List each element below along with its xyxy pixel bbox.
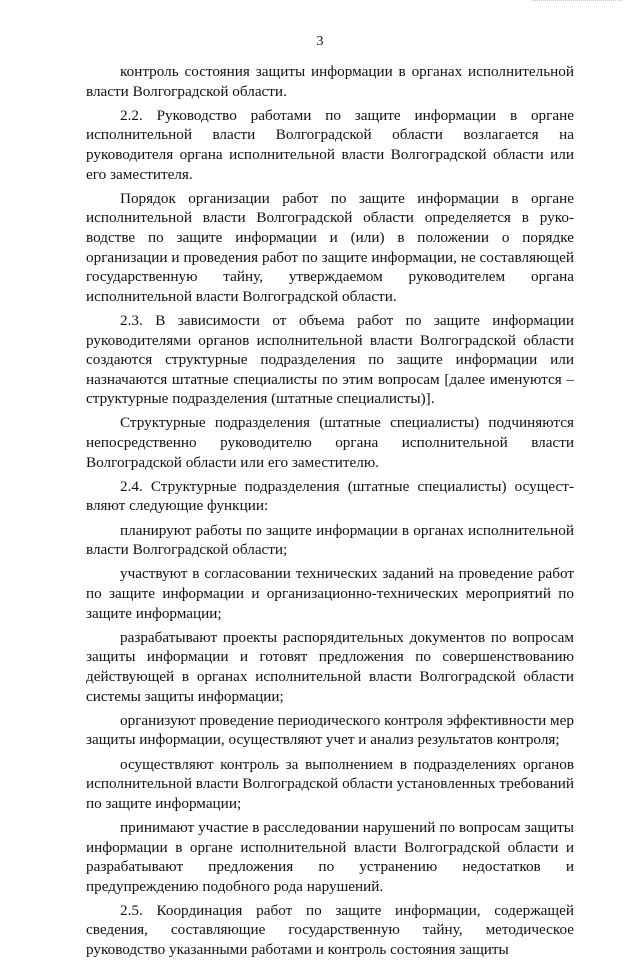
paragraph-2-2: 2.2. Руководство работами по защите информации в органе исполнительной власти Волгоградской области возлагается на руководителя органа исполнительной власти Волгоградской области или его заместителя. bbox=[86, 106, 574, 183]
scan-edge-mark bbox=[532, 0, 622, 4]
function-planning: планируют работы по защите информации в органах исполнительной власти Волгоградской области; bbox=[86, 521, 574, 559]
paragraph-continuation: контроль состояния защиты информации в органах исполнительной власти Волгоградской области. bbox=[86, 63, 574, 100]
document-body bbox=[86, 62, 574, 964]
paragraph-subordination: Структурные подразделения (штатные специалисты) подчиняются непосредственно руководителю органа исполнительной власти Волгоградской области или его заместителю. bbox=[86, 414, 574, 471]
function-control: осуществляют контроль за выполнением в подразделениях органов исполнительной власти Волгоградской области установленных требований по защите информации; bbox=[86, 755, 574, 812]
paragraph-2-4: 2.4. Структурные подразделения (штатные специалисты) осуществляют следующие функции: bbox=[86, 477, 574, 515]
paragraph-2-3: 2.3. В зависимости от объема работ по защите информации руководителями органов исполнительной власти Волгоградской области создаются структурные подразделения по защите информации или назначаются штатные специалисты по этим вопросам [далее именуются – структурные подразделения (штатные специалисты)]. bbox=[86, 311, 574, 408]
function-drafting: разрабатывают проекты распорядительных документов по вопросам защиты информации и готовят предложения по совершенствованию действующей в органах исполнительной власти Волгоградской области системы защиты информации; bbox=[86, 628, 574, 705]
paragraph-procedure: Порядок организации работ по защите информации в органе исполнительной власти Волгоградской области определяется в руководстве по защите информации и (или) в положении о порядке организации и проведения работ по защите информации, не составляющей государственную тайну, утверждаемом руководителем органа исполнительной власти Волгоградской области. bbox=[86, 189, 574, 305]
function-investigation: принимают участие в расследовании нарушений по вопросам защиты информации в органе исполнительной власти Волгоградской области и разрабатывают предложения по устранению недостатков и предупреждению подобного рода нарушений. bbox=[86, 818, 574, 895]
paragraph-2-5: 2.5. Координация работ по защите информации, содержащей сведения, составляющие государственную тайну, методическое руководство указанными работами и контроль состояния защиты bbox=[86, 901, 574, 959]
function-approval: участвуют в согласовании технических заданий на проведение работ по защите информации и организационно-технических мероприятий по защите информации; bbox=[86, 565, 574, 622]
function-monitoring: организуют проведение периодического контроля эффективности мер защиты информации, осуществляют учет и анализ результатов контроля; bbox=[86, 711, 574, 749]
page-number: 3 bbox=[316, 34, 324, 49]
